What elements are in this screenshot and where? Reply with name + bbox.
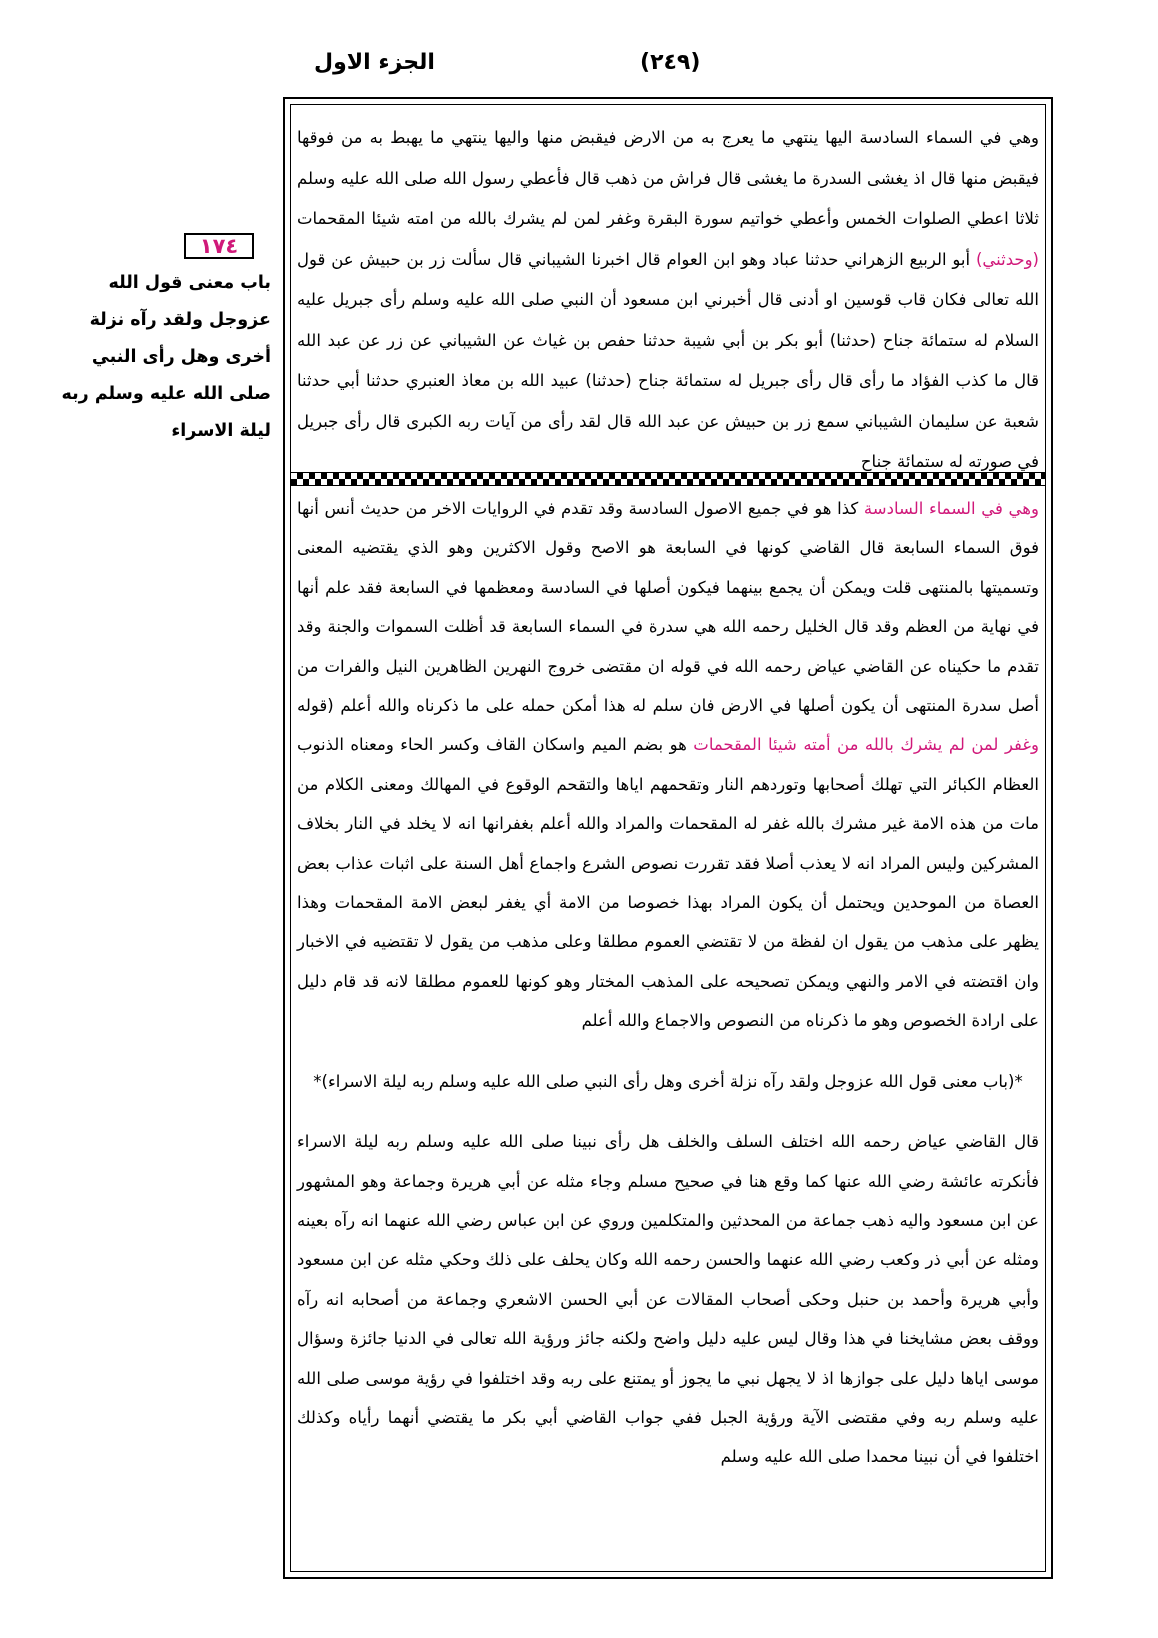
section-number-badge: ١٧٤ bbox=[184, 233, 254, 259]
margin-chapter-title: باب معنى قول الله عزوجل ولقد رآه نزلة أخرى وهل رأى النبي صلى الله عليه وسلم ربه ليلة الاسراء bbox=[61, 273, 271, 441]
hadith-text-block bbox=[297, 118, 1039, 483]
hadith-text-part: وهي في السماء السادسة اليها ينتهي ما يعرج به من الارض فيقبض منها واليها ينتهي ما يهبط به من فوقها فيقبض منها قال اذ يغشى السدرة ما يغشى قال فراش من ذهب قال فأعطي رسول الله صلى الله عليه وسلم ثلاثا اعطي الصلوات الخمس وأعطي خواتيم سورة البقرة وغفر لمن لم يشرك بالله من امته شيئا المقحمات bbox=[297, 128, 1039, 228]
hadith-text-part: عبيد الله بن معاذ العنبري حدثنا أبي حدثنا شعبة عن سليمان الشيباني سمع زر بن حبيش عن عبد الله قال لقد رأى من آيات ربه الكبرى قال رأى جبريل في صورته له ستمائة جناح bbox=[297, 371, 1039, 471]
quote-label: (قوله bbox=[297, 696, 334, 716]
page-number: (٢٤٩) bbox=[640, 50, 701, 75]
hadith-text-part: أبو الربيع الزهراني حدثنا عباد وهو ابن العوام قال اخبرنا الشيباني قال سألت زر بن حبيش عن قول الله تعالى فكان قاب قوسين او أدنى قال أخبرني ابن مسعود أن النبي صلى الله عليه وسلم رأى جبريل عليه السلام له ستمائة جناح bbox=[297, 249, 1040, 350]
narration-marker: (وحدثني) bbox=[975, 249, 1039, 269]
running-header-part: الجزء الاول bbox=[314, 50, 435, 75]
narration-marker: (حدثنا) bbox=[585, 371, 632, 390]
narration-marker: (حدثنا) bbox=[829, 330, 877, 350]
quoted-phrase: وغفر لمن لم يشرك بالله من أمته شيئا المقحمات bbox=[693, 735, 1039, 755]
chapter-heading: *(باب معنى قول الله عزوجل ولقد رآه نزلة أخرى وهل رأى النبي صلى الله عليه وسلم ربه ليلة الاسراء)* bbox=[313, 1071, 1023, 1091]
text-frame bbox=[283, 97, 1053, 1579]
paragraph-gap bbox=[297, 1041, 1039, 1062]
paragraph-gap bbox=[297, 1101, 1039, 1122]
commentary-text: كذا هو في جميع الاصول السادسة وقد تقدم في الروايات الاخر من حديث أنس أنها فوق السماء السابعة قال القاضي كونها في السابعة هو الاصح وقول الاكثرين وهو الذي يقتضيه المعنى وتسميتها بالمنتهى قلت ويمكن أن يجمع بينهما فيكون أصلها في السادسة ومعظمها في السابعة فقد علم أنها في نهاية من العظم وقد قال الخليل رحمه الله هي سدرة في السماء السابعة قد أظلت السموات والجنة وقد تقدم ما حكيناه عن القاضي عياض رحمه الله في قوله ان مقتضى خروج النهرين الظاهرين النيل والفرات من أصل سدرة المنتهى أن يكون أصلها في الارض فان سلم له هذا أمكن حمله على ما ذكرناه والله أعلم bbox=[297, 499, 1040, 716]
checkered-separator bbox=[291, 472, 1045, 486]
commentary-block bbox=[297, 489, 1039, 1477]
commentary-lead-phrase: وهي في السماء السادسة bbox=[863, 499, 1039, 518]
hadith-text-part: أبو بكر بن أبي شيبة حدثنا حفص بن غياث عن الشيباني عن زر عن عبد الله قال ما كذب الفؤاد ما رأى قال رأى جبريل له ستمائة جناح bbox=[297, 330, 1039, 390]
commentary-paragraph: قال القاضي عياض رحمه الله اختلف السلف والخلف هل رأى نبينا صلى الله عليه وسلم ربه ليلة الاسراء فأنكرته عائشة رضي الله عنها كما وقع هنا في صحيح مسلم وجاء مثله عن أبي هريرة وجماعة وهو المشهور عن ابن مسعود واليه ذهب جماعة من المحدثين والمتكلمين وروي عن ابن عباس رضي الله عنهما انه رآه بعينه ومثله عن أبي ذر وكعب رضي الله عنهما والحسن رحمه الله وكان يحلف على ذلك وحكي مثله عن ابن مسعود وأبي هريرة وأحمد بن حنبل وحكى أصحاب المقالات عن أبي الحسن الاشعري وجماعة من أصحابه انه رآه ووقف بعض مشايخنا في هذا وقال ليس عليه دليل واضح ولكنه جائز ورؤية الله تعالى في الدنيا جائزة وسؤال موسى اياها دليل على جوازها اذ لا يجهل نبي ما يجوز أو يمتنع على ربه وقد اختلفوا في رؤية موسى صلى الله عليه وسلم ربه وفي مقتضى الآية ورؤية الجبل ففي جواب القاضي أبي بكر ما يقتضي أنهما رأياه وكذلك اختلفوا في أن نبينا محمدا صلى الله عليه وسلم bbox=[297, 1132, 1039, 1467]
commentary-paragraph bbox=[297, 489, 1039, 1041]
commentary-text: هو بضم الميم واسكان القاف وكسر الحاء ومعناه الذنوب العظام الكبائر التي تهلك أصحابها وتوردهم النار وتقحمهم اياها والتقحم الوقوع في المهالك ومعنى الكلام من مات من هذه الامة غير مشرك بالله غفر له المقحمات والمراد والله أعلم بغفرانها انه لا يخلد في النار بخلاف المشركين وليس المراد انه لا يعذب أصلا فقد تقررت نصوص الشرع واجماع أهل السنة على اثبات عذاب بعض العصاة من الموحدين ويحتمل أن يكون المراد بهذا خصوصا من الامة أي يغفر لبعض الامة المقحمات وهذا يظهر على مذهب من يقول ان لفظة من لا تقتضي العموم مطلقا وعلى مذهب من يقول لا تقتضيه في الاخبار وان اقتضته في الامر والنهي ويمكن تصحيحه على المذهب المختار وهو كونها للعموم مطلقا لانه قد قام دليل على ارادة الخصوص وهو ما ذكرناه من النصوص والاجماع والله أعلم bbox=[297, 735, 1039, 1031]
